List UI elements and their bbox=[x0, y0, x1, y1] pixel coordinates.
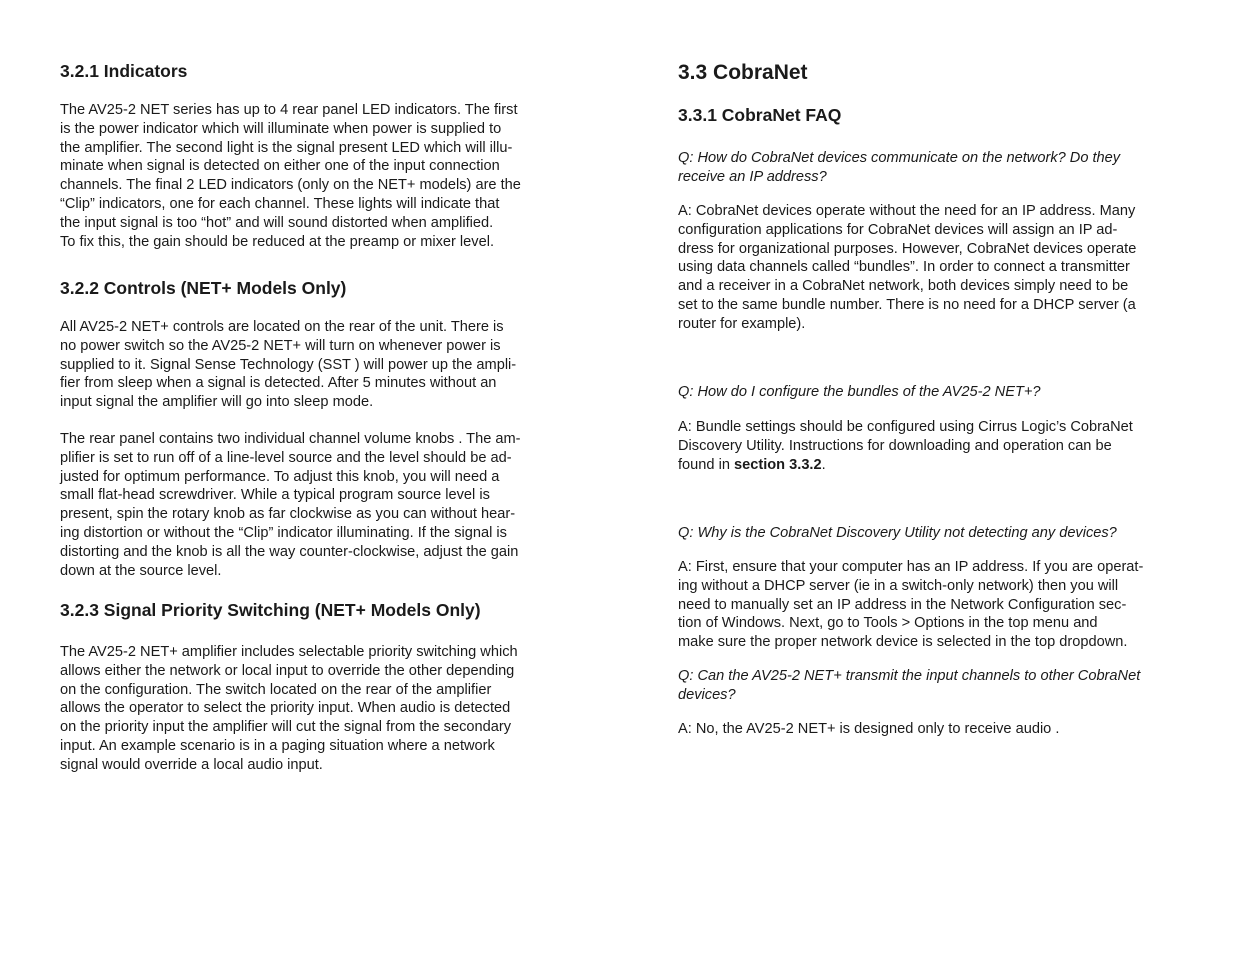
faq-question-4: Q: Can the AV25-2 NET+ transmit the input channels to other CobraNet devices? bbox=[678, 668, 1141, 703]
section-3-3-1-heading: 3.3.1 CobraNet FAQ bbox=[678, 105, 842, 125]
section-3-2-1-body: The AV25-2 NET series has up to 4 rear panel LED indicators. The first is the power indicator which will illuminate when power is supplied to the amplifier. The second light is the signal present LED which will illu- minate when signal is detected on either one of the input connection channels. The final 2 LED indicators (only on the NET+ models) are the “Clip” indicators, one for each channel. These lights will indicate that the input signal is too “hot” and will sound distorted when amplified. To fix this, the gain should be reduced at the preamp or mixer level. bbox=[60, 102, 521, 250]
section-3-3-heading: 3.3 CobraNet bbox=[678, 61, 808, 84]
section-3-2-1-heading: 3.2.1 Indicators bbox=[60, 61, 188, 81]
faq-answer-4: A: No, the AV25-2 NET+ is designed only to receive audio . bbox=[678, 721, 1060, 737]
faq-answer-3: A: First, ensure that your computer has an IP address. If you are operat- ing without a DHCP server (ie in a switch-only network) then you will need to manually set an IP address in the Network Configuration sec- tion of Windows. Next, go to Tools > Options in the top menu and make sure the proper network device is selected in the top dropdown. bbox=[678, 559, 1144, 651]
section-3-2-3-heading: 3.2.3 Signal Priority Switching (NET+ Models Only) bbox=[60, 600, 481, 620]
section-3-2-3-body: The AV25-2 NET+ amplifier includes selectable priority switching which allows either the network or local input to override the other depending on the configuration. The switch located on the rear of the amplifier allows the operator to select the priority input. When audio is detected on the priority input the amplifier will cut the signal from the secondary input. An example scenario is in a paging situation where a network signal would override a local audio input. bbox=[60, 644, 518, 773]
faq-answer-2 bbox=[678, 418, 1178, 474]
section-3-2-2-heading: 3.2.2 Controls (NET+ Models Only) bbox=[60, 278, 347, 298]
faq-question-2: Q: How do I configure the bundles of the AV25-2 NET+? bbox=[678, 384, 1041, 400]
faq-answer-2-end: . bbox=[821, 456, 826, 473]
section-3-2-2-body-2: The rear panel contains two individual channel volume knobs . The am- plifier is set to run off of a line-level source and the level should be ad- justed for optimum performance. To adjust this knob, you will need a small flat-head screwdriver. While a typical program source level is present, spin the rotary knob as far clockwise as you can without hear- ing distortion or without the “Clip” indicator illuminating. If the signal is distorting and the knob is all the way counter-clockwise, adjust the gain down at the source level. bbox=[60, 431, 521, 579]
section-3-2-2-body-1: All AV25-2 NET+ controls are located on the rear of the unit. There is no power switch so the AV25-2 NET+ will turn on whenever power is supplied to it. Signal Sense Technology (SST ) will power up the ampli- fier from sleep when a signal is detected. After 5 minutes without an input signal the amplifier will go into sleep mode. bbox=[60, 319, 517, 411]
section-3-3-2-reference: section 3.3.2 bbox=[734, 456, 822, 473]
faq-question-3: Q: Why is the CobraNet Discovery Utility not detecting any devices? bbox=[678, 525, 1117, 541]
faq-answer-1: A: CobraNet devices operate without the need for an IP address. Many configuration applications for CobraNet devices will assign an IP ad- dress for organizational purposes. However, CobraNet devices operate using data channels called “bundles”. In order to connect a transmitter and a receiver in a CobraNet network, both devices simply need to be set to the same bundle number. There is no need for a DHCP server (a router for example). bbox=[678, 203, 1137, 332]
faq-answer-2-text: A: Bundle settings should be configured using Cirrus Logic’s CobraNet Discovery Utility. Instructions for downloading and operation can be found in bbox=[678, 419, 1133, 473]
faq-question-1: Q: How do CobraNet devices communicate on the network? Do they receive an IP address? bbox=[678, 150, 1121, 185]
